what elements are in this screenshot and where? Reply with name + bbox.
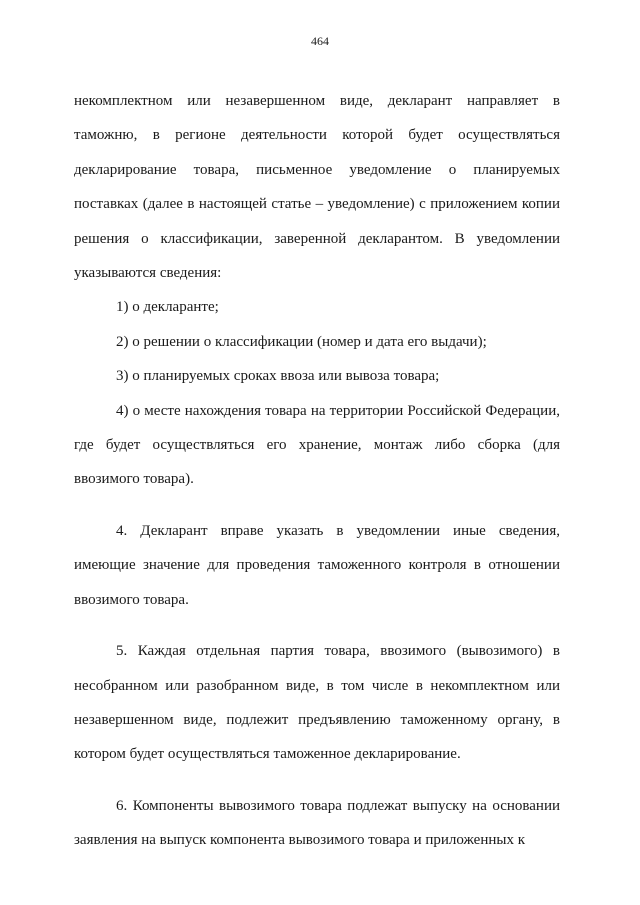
page-number: 464 <box>311 34 329 48</box>
list-item-goods-location: 4) о месте нахождения товара на территории Российской Федерации, где будет осуществляться его хранение, монтаж либо сборка (для ввозимого товара). <box>74 402 560 488</box>
list-item-planned-dates: 3) о планируемых сроках ввоза или вывоза товара; <box>116 368 440 385</box>
paragraph-continuation: некомплектном или незавершенном виде, декларант направляет в таможню, в регионе деятельности которой будет осуществляться декларирование товара, письменное уведомление о планируемых поставках (далее в настоящей статье – уведомление) с приложением копии решения о классификации, заверенной декларантом. В уведомлении указываются сведения: <box>74 93 560 282</box>
document-body <box>74 84 560 858</box>
list-item-declarant: 1) о декларанте; <box>116 299 219 316</box>
paragraph-clause-4: 4. Декларант вправе указать в уведомлении иные сведения, имеющие значение для проведения таможенного контроля в отношении ввозимого товара. <box>74 522 560 608</box>
paragraph-clause-6: 6. Компоненты вывозимого товара подлежат выпуску на основании заявления на выпуск компонента вывозимого товара и приложенных к <box>74 797 560 849</box>
list-item-classification-decision: 2) о решении о классификации (номер и дата его выдачи); <box>116 333 487 350</box>
paragraph-clause-5: 5. Каждая отдельная партия товара, ввозимого (вывозимого) в несобранном или разобранном виде, в том числе в некомплектном или незавершенном виде, подлежит предъявлению таможенному органу, в котором будет осуществляться таможенное декларирование. <box>74 643 560 763</box>
